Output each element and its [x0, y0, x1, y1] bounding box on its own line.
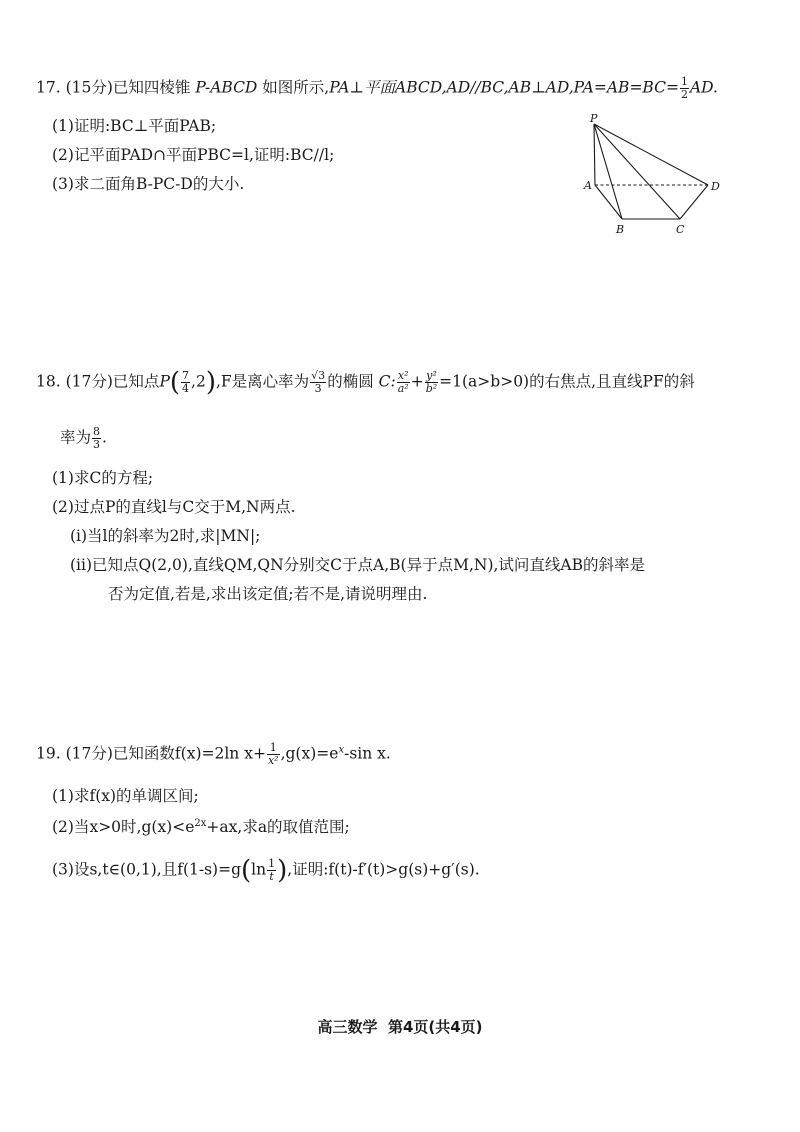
q18-stem-c: 的椭圆 [327, 372, 374, 391]
paren-open: ( [241, 855, 252, 886]
q17-part3: (3)求二面角B-PC-D的大小. [52, 175, 245, 193]
q19-p3-ln: ln [251, 860, 267, 879]
q18-x-term [397, 370, 410, 395]
q18-e-num: √3 [311, 369, 326, 382]
q18-eccentricity [310, 370, 326, 395]
q19-ln-den: t [269, 870, 274, 883]
edge-pd [594, 124, 708, 185]
q18-a2: a² [397, 382, 409, 395]
q19-ln-fraction [267, 858, 276, 883]
q17-conditions: PA⊥平面ABCD,AD//BC,AB⊥AD,PA=AB=BC= [329, 78, 679, 97]
q17-pyramid-figure [580, 112, 730, 238]
q19-p3-a: (3)设s,t∈(0,1),且f(1-s)=g [52, 860, 242, 879]
q18-y-term [425, 370, 438, 395]
q19-f-num: 1 [267, 742, 280, 755]
q18-number: 18. [36, 372, 61, 391]
q17-number: 17. [36, 78, 61, 97]
vertex-label-c: C [676, 223, 685, 236]
q18-slope-num: 8 [93, 425, 101, 438]
q18-stem-a: 已知点 [112, 372, 160, 391]
q17-points: (15分) [65, 78, 113, 97]
q18-slope-fraction [92, 426, 101, 451]
q18-stem-e: 率为 [60, 428, 92, 447]
q19-number: 19. [36, 744, 61, 763]
footer-page: 第4页(共4页) [387, 1018, 483, 1036]
q17-stem-e: AD. [689, 78, 718, 97]
q18-x2: x² [397, 369, 409, 382]
q19-stem-c: -sin x. [344, 744, 391, 763]
q18-px-fraction [181, 370, 190, 395]
q19-p2-a: (2)当x>0时,g(x)<e [52, 818, 195, 836]
vertex-label-p: P [590, 112, 598, 125]
vertex-label-a: A [584, 179, 592, 192]
q18-points: (17分) [65, 372, 113, 391]
q18-part2-i: (i)当l的斜率为2时,求|MN|; [70, 527, 261, 545]
q17-half-fraction [680, 76, 689, 101]
q19-f-fraction [267, 742, 280, 767]
q19-f-den: x² [267, 754, 279, 767]
q18-b2: b² [425, 382, 438, 395]
q17-pyramid-name: P-ABCD [195, 78, 258, 97]
footer-subject: 高三数学 [317, 1018, 378, 1036]
q18-point-p: P [159, 372, 170, 391]
q19-p2-exponent: 2x [194, 817, 207, 829]
vertex-label-d: D [711, 180, 720, 193]
q18-stem-f: . [102, 428, 107, 447]
q18-part2: (2)过点P的直线l与C交于M,N两点. [52, 498, 296, 516]
q18-part2-ii-a: (ii)已知点Q(2,0),直线QM,QN分别交C于点A,B(异于点M,N),试问直线AB的斜率是 [70, 556, 646, 574]
q19-part3 [52, 855, 480, 886]
q19-ln-num: 1 [268, 857, 276, 870]
q18-stem-b: ,F是离心率为 [215, 372, 310, 391]
q18-ellipse-name: C: [378, 372, 396, 391]
edge-pb [594, 124, 622, 219]
q19-p3-b: ,证明:f(t)-f′(t)>g(s)+g′(s). [287, 860, 480, 879]
q17-stem [36, 76, 718, 101]
edge-pc [594, 124, 680, 219]
q18-e-den: 3 [314, 382, 322, 395]
q17-half-den: 2 [680, 88, 688, 101]
q18-stem [36, 367, 695, 398]
q17-part1: (1)证明:BC⊥平面PAB; [52, 117, 217, 135]
q17-stem-c: 如图所示, [262, 78, 330, 97]
edge-pa [594, 124, 595, 185]
q18-y2: y² [426, 369, 437, 382]
q19-p2-b: +ax,求a的取值范围; [206, 818, 350, 836]
q18-plus: + [410, 372, 424, 391]
q18-stem-d: =1(a>b>0)的右焦点,且直线PF的斜 [439, 372, 695, 391]
q18-part2-ii-b: 否为定值,若是,求出该定值;若不是,请说明理由. [108, 585, 428, 603]
vertex-label-b: B [616, 223, 625, 236]
q18-px-den: 4 [182, 382, 190, 395]
q19-stem-a: 已知函数f(x)=2ln x+ [112, 744, 266, 763]
q19-part1: (1)求f(x)的单调区间; [52, 787, 199, 805]
q18-px-num: 7 [182, 369, 190, 382]
q18-part1: (1)求C的方程; [52, 469, 154, 487]
q18-slope-den: 3 [93, 438, 101, 451]
page-footer [0, 1016, 800, 1037]
paren-close: ) [277, 855, 288, 886]
q19-g-exponent: x [338, 744, 345, 756]
edge-ab [595, 185, 622, 219]
q19-part2 [52, 817, 350, 837]
edge-cd [680, 185, 708, 219]
q18-py: ,2 [191, 372, 206, 391]
q19-stem [36, 742, 391, 767]
q17-half-num: 1 [680, 75, 688, 88]
q18-slope-line [60, 426, 107, 451]
q19-stem-b: ,g(x)=e [280, 744, 339, 763]
paren-close: ) [205, 367, 216, 398]
paren-open: ( [169, 367, 181, 398]
q17-stem-a: 已知四棱锥 [112, 78, 191, 97]
q19-points: (17分) [65, 744, 113, 763]
q17-part2: (2)记平面PAD∩平面PBC=l,证明:BC//l; [52, 146, 335, 164]
